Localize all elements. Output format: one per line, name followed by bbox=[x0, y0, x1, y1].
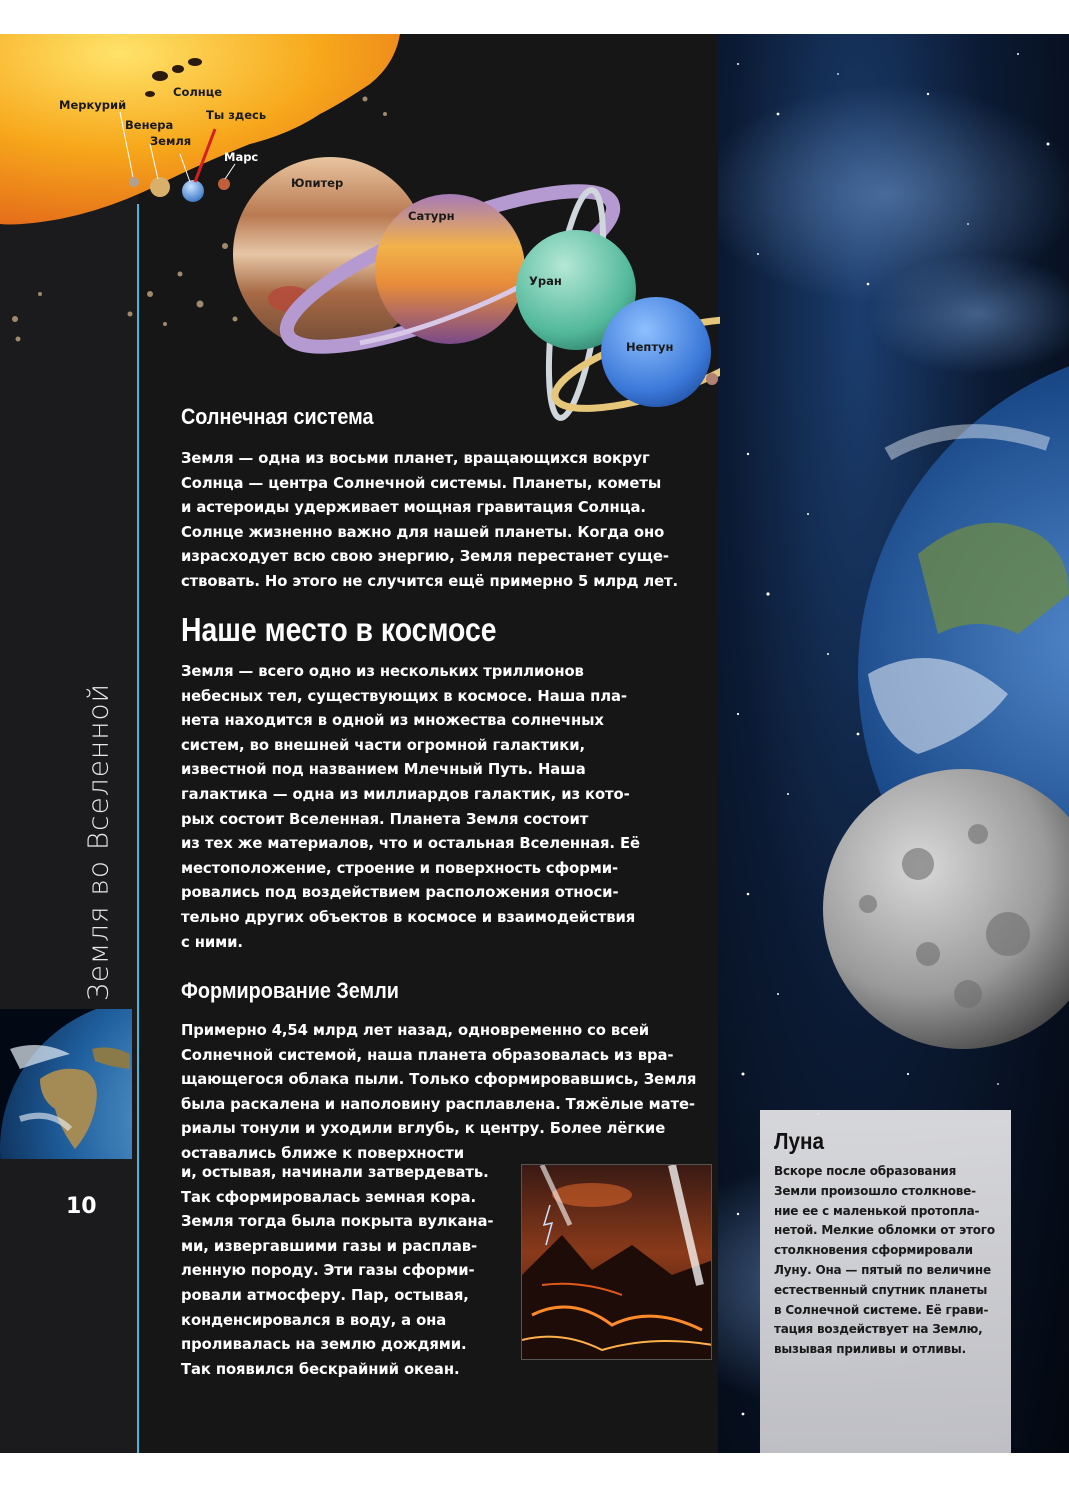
section-earth-formation-title: Формирование Земли bbox=[181, 978, 399, 1003]
text-line: Примерно 4,54 млрд лет назад, одновременно со всей bbox=[181, 1022, 650, 1039]
label-venus: Венера bbox=[125, 118, 174, 132]
label-mercury: Меркурий bbox=[59, 98, 127, 112]
text-line: ми, извергавшими газы и расплав- bbox=[181, 1237, 478, 1255]
label-saturn: Сатурн bbox=[408, 209, 455, 223]
text-line: из тех же материалов, что и остальная Вселенная. Её bbox=[181, 835, 640, 853]
label-earth: Земля bbox=[150, 134, 192, 148]
text-line: щающегося облака пыли. Только сформировавшись, Земля bbox=[181, 1071, 697, 1089]
early-earth-illustration bbox=[521, 1164, 712, 1360]
section-place-in-space-body bbox=[181, 660, 701, 955]
page-number: 10 bbox=[66, 1194, 97, 1219]
text-line: столкновения сформировали bbox=[774, 1243, 973, 1258]
text-line: рых состоит Вселенная. Планета Земля состоит bbox=[181, 810, 589, 828]
text-line: ние ее с маленькой протопла- bbox=[774, 1203, 980, 1218]
text-line: ленную породу. Эти газы сформи- bbox=[181, 1262, 475, 1280]
text-line: Земля тогда была покрыта вулкана- bbox=[181, 1213, 494, 1231]
label-jupiter: Юпитер bbox=[291, 176, 344, 190]
text-line: конденсировался в воду, а она bbox=[181, 1311, 447, 1329]
solar-system-illustration bbox=[0, 34, 720, 434]
text-line: вызывая приливы и отливы. bbox=[774, 1342, 966, 1357]
text-line: галактика — одна из миллиардов галактик, из кото- bbox=[181, 785, 630, 803]
text-line: известной под названием Млечный Путь. Наша bbox=[181, 761, 586, 779]
text-line: Вскоре после образования bbox=[774, 1164, 957, 1178]
text-line: Солнца — центра Солнечной системы. Планеты, кометы bbox=[181, 474, 662, 492]
text-line: оставались ближе к поверхности bbox=[181, 1144, 465, 1162]
text-line: Так сформировалась земная кора. bbox=[181, 1188, 477, 1206]
section-earth-formation-body bbox=[181, 1019, 701, 1167]
label-mars: Марс bbox=[224, 150, 259, 164]
text-line: небесных тел, существующих в космосе. Наша пла- bbox=[181, 687, 627, 705]
text-line: была раскалена и наполовину расплавлена. Тяжёлые мате- bbox=[181, 1095, 695, 1113]
section-place-in-space-title: Наше место в космосе bbox=[181, 611, 497, 648]
text-line: тельно других объектов в космосе и взаимодействия bbox=[181, 908, 636, 926]
label-uranus: Уран bbox=[529, 274, 562, 288]
text-line: риалы тонули и уходили вглубь, к центру. Более лёгкие bbox=[181, 1120, 666, 1138]
text-line: Земли произошло столкнове- bbox=[774, 1183, 976, 1198]
text-line: ствовать. Но этого не случится ещё примерно 5 млрд лет. bbox=[181, 572, 679, 590]
section-solar-system-body bbox=[181, 447, 701, 595]
text-line: Так появился бескрайний океан. bbox=[181, 1360, 460, 1378]
text-line: нетой. Мелкие обломки от этого bbox=[774, 1223, 995, 1238]
earth-thumbnail-image bbox=[0, 1009, 132, 1159]
text-line: естественный спутник планеты bbox=[774, 1282, 988, 1297]
text-line: в Солнечной системе. Её грави- bbox=[774, 1302, 989, 1317]
text-line: и астероиды удерживает мощная гравитация Солнца. bbox=[181, 499, 646, 517]
text-line: Земля — всего одно из нескольких триллионов bbox=[181, 663, 584, 680]
text-line: Луну. Она — пятый по величине bbox=[774, 1262, 991, 1277]
text-line: Земля — одна из восьми планет, вращающихся вокруг bbox=[181, 450, 650, 467]
text-line: Солнце жизненно важно для нашей планеты. Когда оно bbox=[181, 523, 665, 541]
label-you-are-here: Ты здесь bbox=[206, 108, 267, 122]
section-earth-formation-body-narrow bbox=[181, 1161, 511, 1382]
text-line: и, остывая, начинали затвердевать. bbox=[181, 1164, 489, 1181]
text-line: тация воздействует на Землю, bbox=[774, 1322, 983, 1337]
book-page bbox=[0, 34, 1069, 1453]
section-solar-system-title: Солнечная система bbox=[181, 404, 374, 429]
text-line: проливалась на землю дождями. bbox=[181, 1336, 467, 1354]
text-line: нета находится в одной из множества солнечных bbox=[181, 712, 604, 730]
text-line: систем, во внешней части огромной галактики, bbox=[181, 736, 586, 754]
text-line: израсходует всю свою энергию, Земля перестанет суще- bbox=[181, 548, 669, 566]
text-line: Солнечной системой, наша планета образовалась из вра- bbox=[181, 1046, 674, 1064]
text-line: с ними. bbox=[181, 933, 243, 951]
label-sun: Солнце bbox=[173, 85, 223, 99]
text-line: ровались под воздействием расположения относи- bbox=[181, 884, 619, 902]
text-line: ровали атмосферу. Пар, остывая, bbox=[181, 1286, 469, 1304]
moon-box-body bbox=[774, 1162, 1001, 1360]
moon-box-title: Луна bbox=[774, 1128, 825, 1154]
chapter-title: Земля во Вселенной bbox=[81, 682, 115, 1002]
moon-info-box bbox=[760, 1110, 1011, 1453]
label-neptune: Нептун bbox=[626, 340, 674, 354]
text-line: местоположение, строение и поверхность сформи- bbox=[181, 859, 619, 877]
